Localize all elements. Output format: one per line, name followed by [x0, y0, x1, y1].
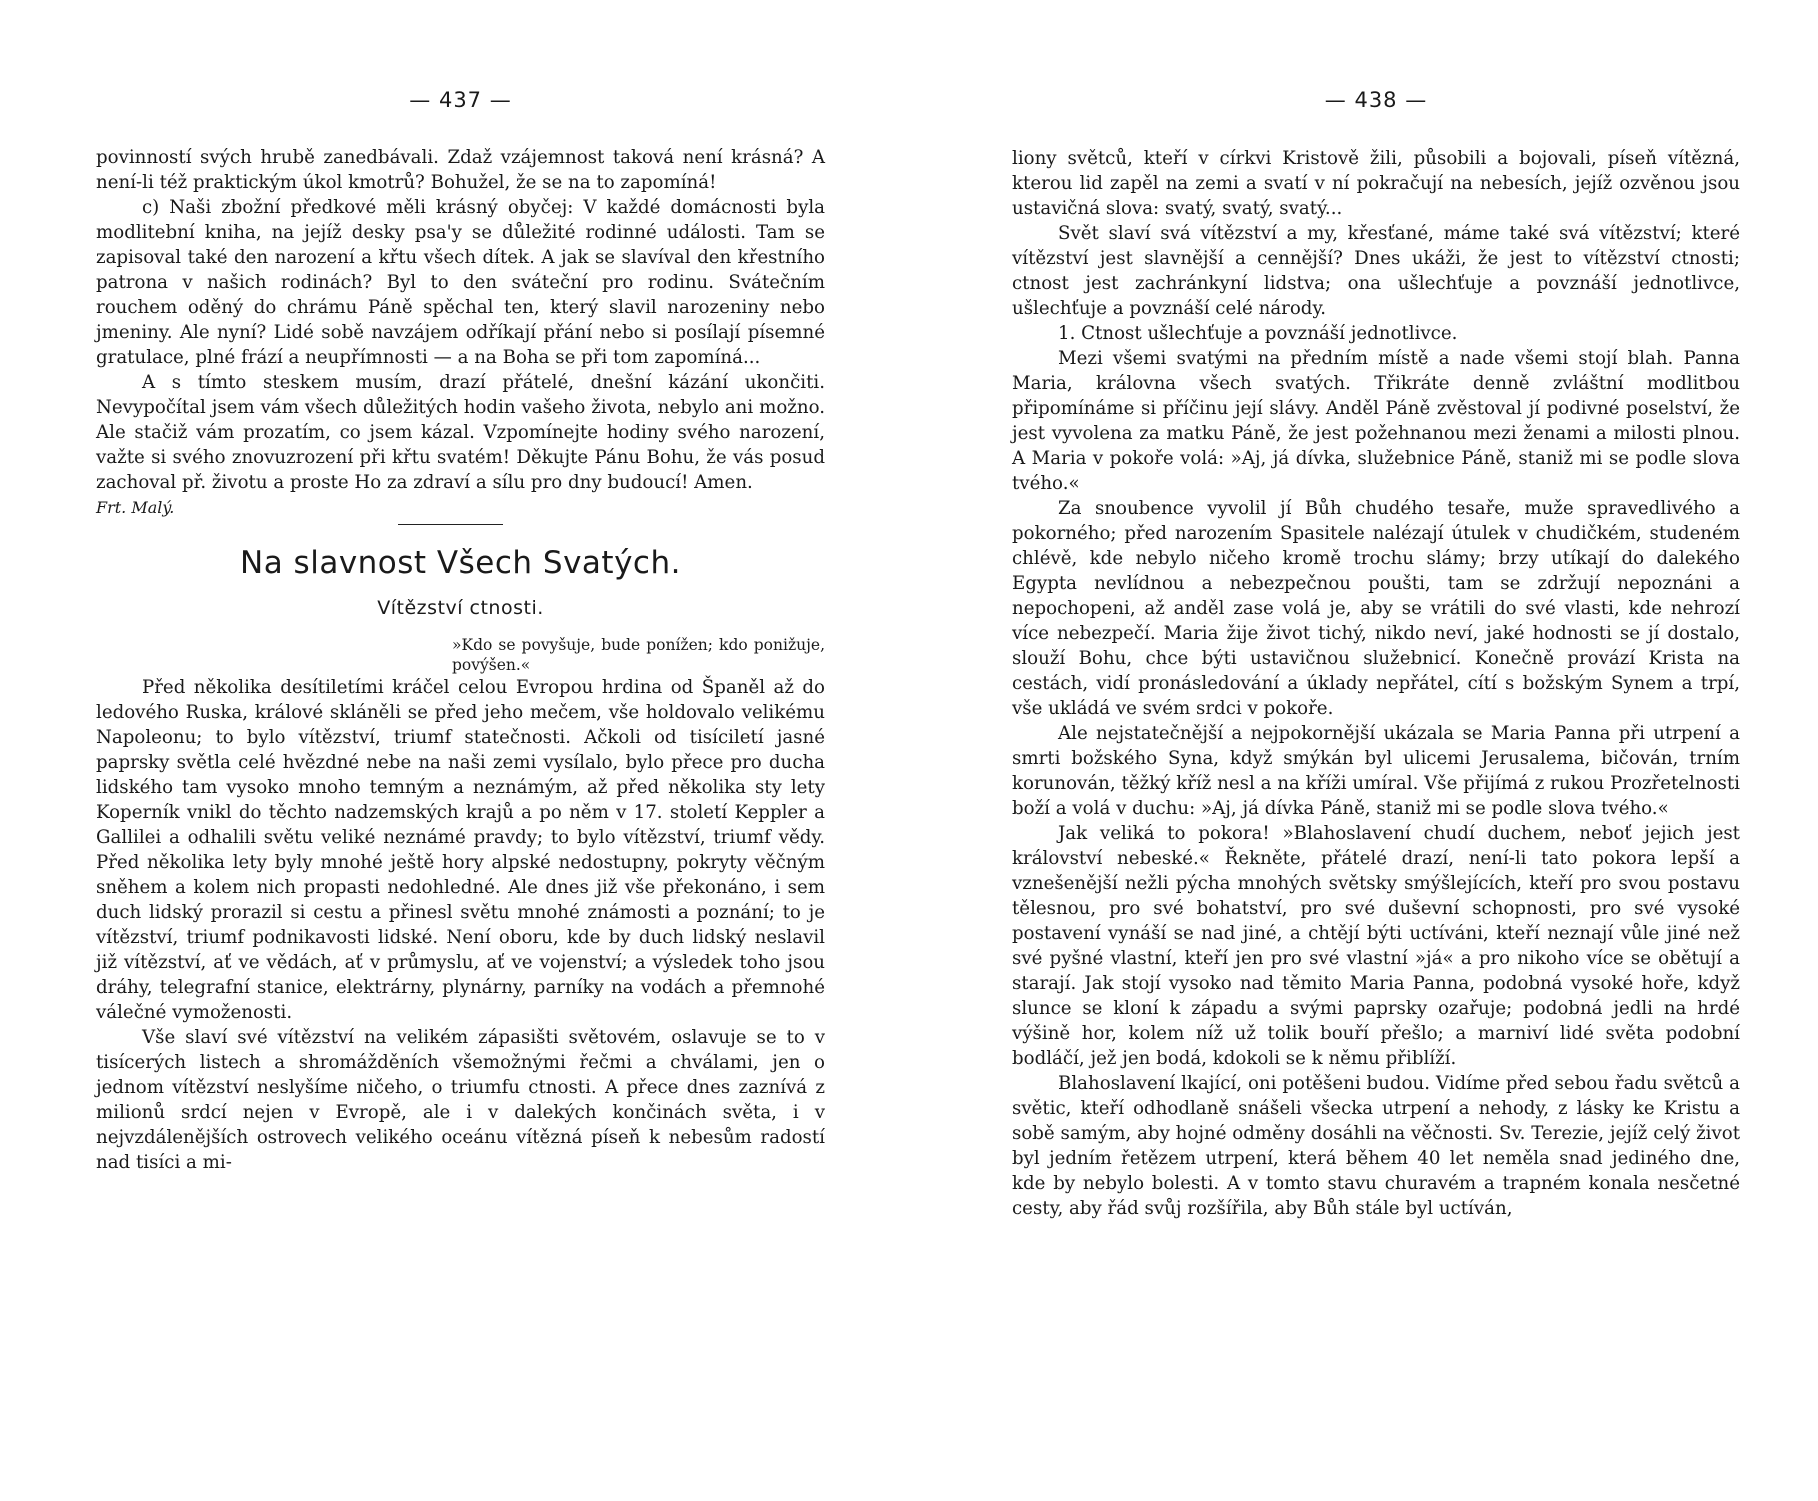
paragraph: c) Naši zbožní předkové měli krásný obyčej: V každé domácnosti byla modlitební kniha, na jejíž desky psa'y se důležité rodinné události. Tam se zapisoval také den narození a křtu všech dítek. A jak se slavíval den křestního patrona v našich rodinách? Byl to den sváteční pro rodinu. Svátečním rouchem oděný do chrámu Páně spěchal ten, který slavil narozeniny nebo jmeniny. Ale nyní? Lidé sobě navzájem odříkají přání nebo si posílají písemné gratulace, plné frází a neupřímnosti — a na Boha se při tom zapomíná...: [96, 197, 825, 368]
paragraph: Svět slaví svá vítězství a my, křesťané, máme také svá vítězství; které vítězství jest slavnější a cennější? Dnes ukáži, že jest to vítězství ctnosti; ctnost jest zachránkyní lidstva; ona ušlechťuje a povznáší jednotlivce, ušlechťuje a povznáší celé národy.: [1012, 223, 1740, 319]
paragraph: liony světců, kteří v církvi Kristově žili, působili a bojovali, píseň vítězná, kterou lid zapěl na zemi a svatí v ní pokračují na nebesích, jejíž ozvěnou jsou ustavičná slova: svatý, svatý, svatý...: [1012, 148, 1740, 219]
paragraph: Ale nejstatečnější a nejpokornější ukázala se Maria Panna při utrpení a smrti božského Syna, když smýkán byl ulicemi Jerusalema, bičován, trním korunován, těžký kříž nesl a na kříži umíral. Vše přijímá z rukou Prozřetelnosti boží a volá v duchu: »Aj, já dívka Páně, staniž mi se podle slova tvého.«: [1012, 723, 1740, 819]
paragraph: A s tímto steskem musím, drazí přátelé, dnešní kázání ukončiti. Nevypočítal jsem vám všech důležitých hodin vašeho života, nebylo ani možno. Ale stačiž vám prozatím, co jsem kázal. Vzpomínejte hodiny svého narození, važte si svého znovuzrození při křtu svatém! Děkujte Pánu Bohu, že vás posud zachoval př. životu a proste Ho za zdraví a sílu pro dny budoucí! Amen.: [96, 372, 825, 493]
page-number: — 438 —: [1324, 88, 1428, 112]
left-page-text: [96, 145, 825, 1175]
paragraph: povinností svých hrubě zanedbávali. Zdaž vzájemnost taková není krásná? A není-li též praktickým úkol kmotrů? Bohužel, že se na to zapomíná!: [96, 147, 825, 193]
section-divider: [398, 524, 503, 525]
right-page: [1012, 0, 1740, 1501]
paragraph: Jak veliká to pokora! »Blahoslavení chudí duchem, neboť jejich jest království nebeské.« Řekněte, přátelé drazí, není-li tato pokora lepší a vznešenější nežli pýcha mnohých světsky smýšlejících, kteří pro svou postavu tělesnou, pro své bohatství, pro své duševní schopnosti, pro své vysoké postavení vynáší se nad jiné, a chtějí býti uctíváni, kteří neznají vůle jiné než své pyšné vlastní, kteří jen pro své vlastní »já« a pro nikoho více se obětují a starají. Jak stojí vysoko nad těmito Maria Panna, podobná vysoké hoře, když slunce se kloní k západu a svými paprsky ozařuje; podobná jedli na hrdé výšině hor, kolem níž už tolik bouří přešlo; a marniví lidé světa podobní bodláčí, jež jen bodá, kdokoli se k němu přiblíží.: [1012, 823, 1740, 1069]
author-signature: Frt. Malý.: [96, 498, 175, 517]
paragraph: Blahoslavení lkající, oni potěšeni budou. Vidíme před sebou řadu světců a světic, kteří odhodlaně snášeli všecka utrpení a nehody, z lásky ke Kristu a sobě samým, aby hojné odměny dosáhli na věčnosti. Sv. Terezie, jejíž celý život byl jedním řetězem utrpení, která během 40 let neměla snad jediného dne, kde by nebylo bolesti. A v tomto stavu churavém a trapném konala nesčetné cesty, aby řád svůj rozšířila, aby Bůh stále byl uctíván,: [1012, 1073, 1740, 1219]
left-page: [96, 0, 825, 1501]
section-heading: 1. Ctnost ušlechťuje a povznáší jednotlivce.: [1058, 323, 1458, 344]
paragraph: Mezi všemi svatými na předním místě a nade všemi stojí blah. Panna Maria, královna všech svatých. Třikráte denně zvláštní modlitbou připomínáme si příčinu její slávy. Anděl Páně zvěstoval jí podivné poselství, že jest vyvolena za matku Páně, že jest požehnanou mezi ženami a milosti plnou. A Maria v pokoře volá: »Aj, já dívka, služebnice Páně, staniž mi se podle slova tvého.«: [1012, 348, 1740, 494]
paragraph: Před několika desítiletími kráčel celou Evropou hrdina od Španěl až do ledového Ruska, králové skláněli se před jeho mečem, vše holdovalo velikému Napoleonu; to bylo vítězství, triumf statečnosti. Ačkoli od tisíciletí jasné paprsky světla celé hvězdné nebe na naši zemi vysílalo, bylo přece pro ducha lidského tam vysoko mnoho temným a neznámým, až před několika sty lety Koperník vnikl do těchto nadzemských krajů a po něm v 17. století Keppler a Gallilei a odhalili světu veliké neznámé pravdy; to bylo vítězství, triumf vědy. Před několika lety byly mnohé ještě hory alpské nedostupny, pokryty věčným sněhem a kolem nich propasti nedohledné. Ale dnes již vše překonáno, i sem duch lidský prorazil si cestu a přinesl světu mnohé známosti a poznání; to je vítězství, triumf podnikavosti lidské. Není oboru, kde by duch lidský neslavil již vítězství, ať ve vědách, ať v průmyslu, ať ve vojenství; a výsledek toho jsou dráhy, telegrafní stanice, elektrárny, plynárny, parníky na vodách a přemnohé válečné vymoženosti.: [96, 677, 825, 1023]
paragraph: Za snoubence vyvolil jí Bůh chudého tesaře, muže spravedlivého a pokorného; před narozením Spasitele nalézají útulek v chudičkém, studeném chlévě, kde nebylo ničeho kromě trochu slámy; brzy utíkají do dalekého Egypta nevlídnou a nebezpečnou poušti, tam se zdržují nepoznáni a nepochopeni, až anděl zase volá je, aby se vrátili do své vlasti, kde nehrozí více nebezpečí. Maria žije život tichý, nikdo neví, jaké hodnosti se jí dostalo, slouží Bohu, chce býti ustavičnou služebnicí. Konečně provází Krista na cestách, vidí pronásledování a úklady nepřátel, cítí s božským Synem a trpí, vše ukládá ve svém srdci v pokoře.: [1012, 498, 1740, 719]
article-title: Na slavnost Všech Svatých.: [240, 545, 681, 581]
paragraph: Vše slaví své vítězství na velikém zápasišti světovém, oslavuje se to v tisícerých listech a shromážděních všemožnými řečmi a chválami, jen o jednom vítězství neslyšíme ničeho, o triumfu ctnosti. A přece dnes zaznívá z milionů srdcí nejen v Evropě, ale i v dalekých končinách světa, i v nejvzdálenějších ostrovech velikého oceánu vítězná píseň k nebesům radostí nad tisíci a mi-: [96, 1027, 825, 1173]
right-page-text: [1012, 146, 1740, 1221]
page-number: — 437 —: [409, 88, 512, 112]
epigraph: »Kdo se povyšuje, bude ponížen; kdo ponižuje, povýšen.«: [452, 636, 825, 674]
article-subtitle: Vítězství ctnosti.: [377, 597, 544, 619]
